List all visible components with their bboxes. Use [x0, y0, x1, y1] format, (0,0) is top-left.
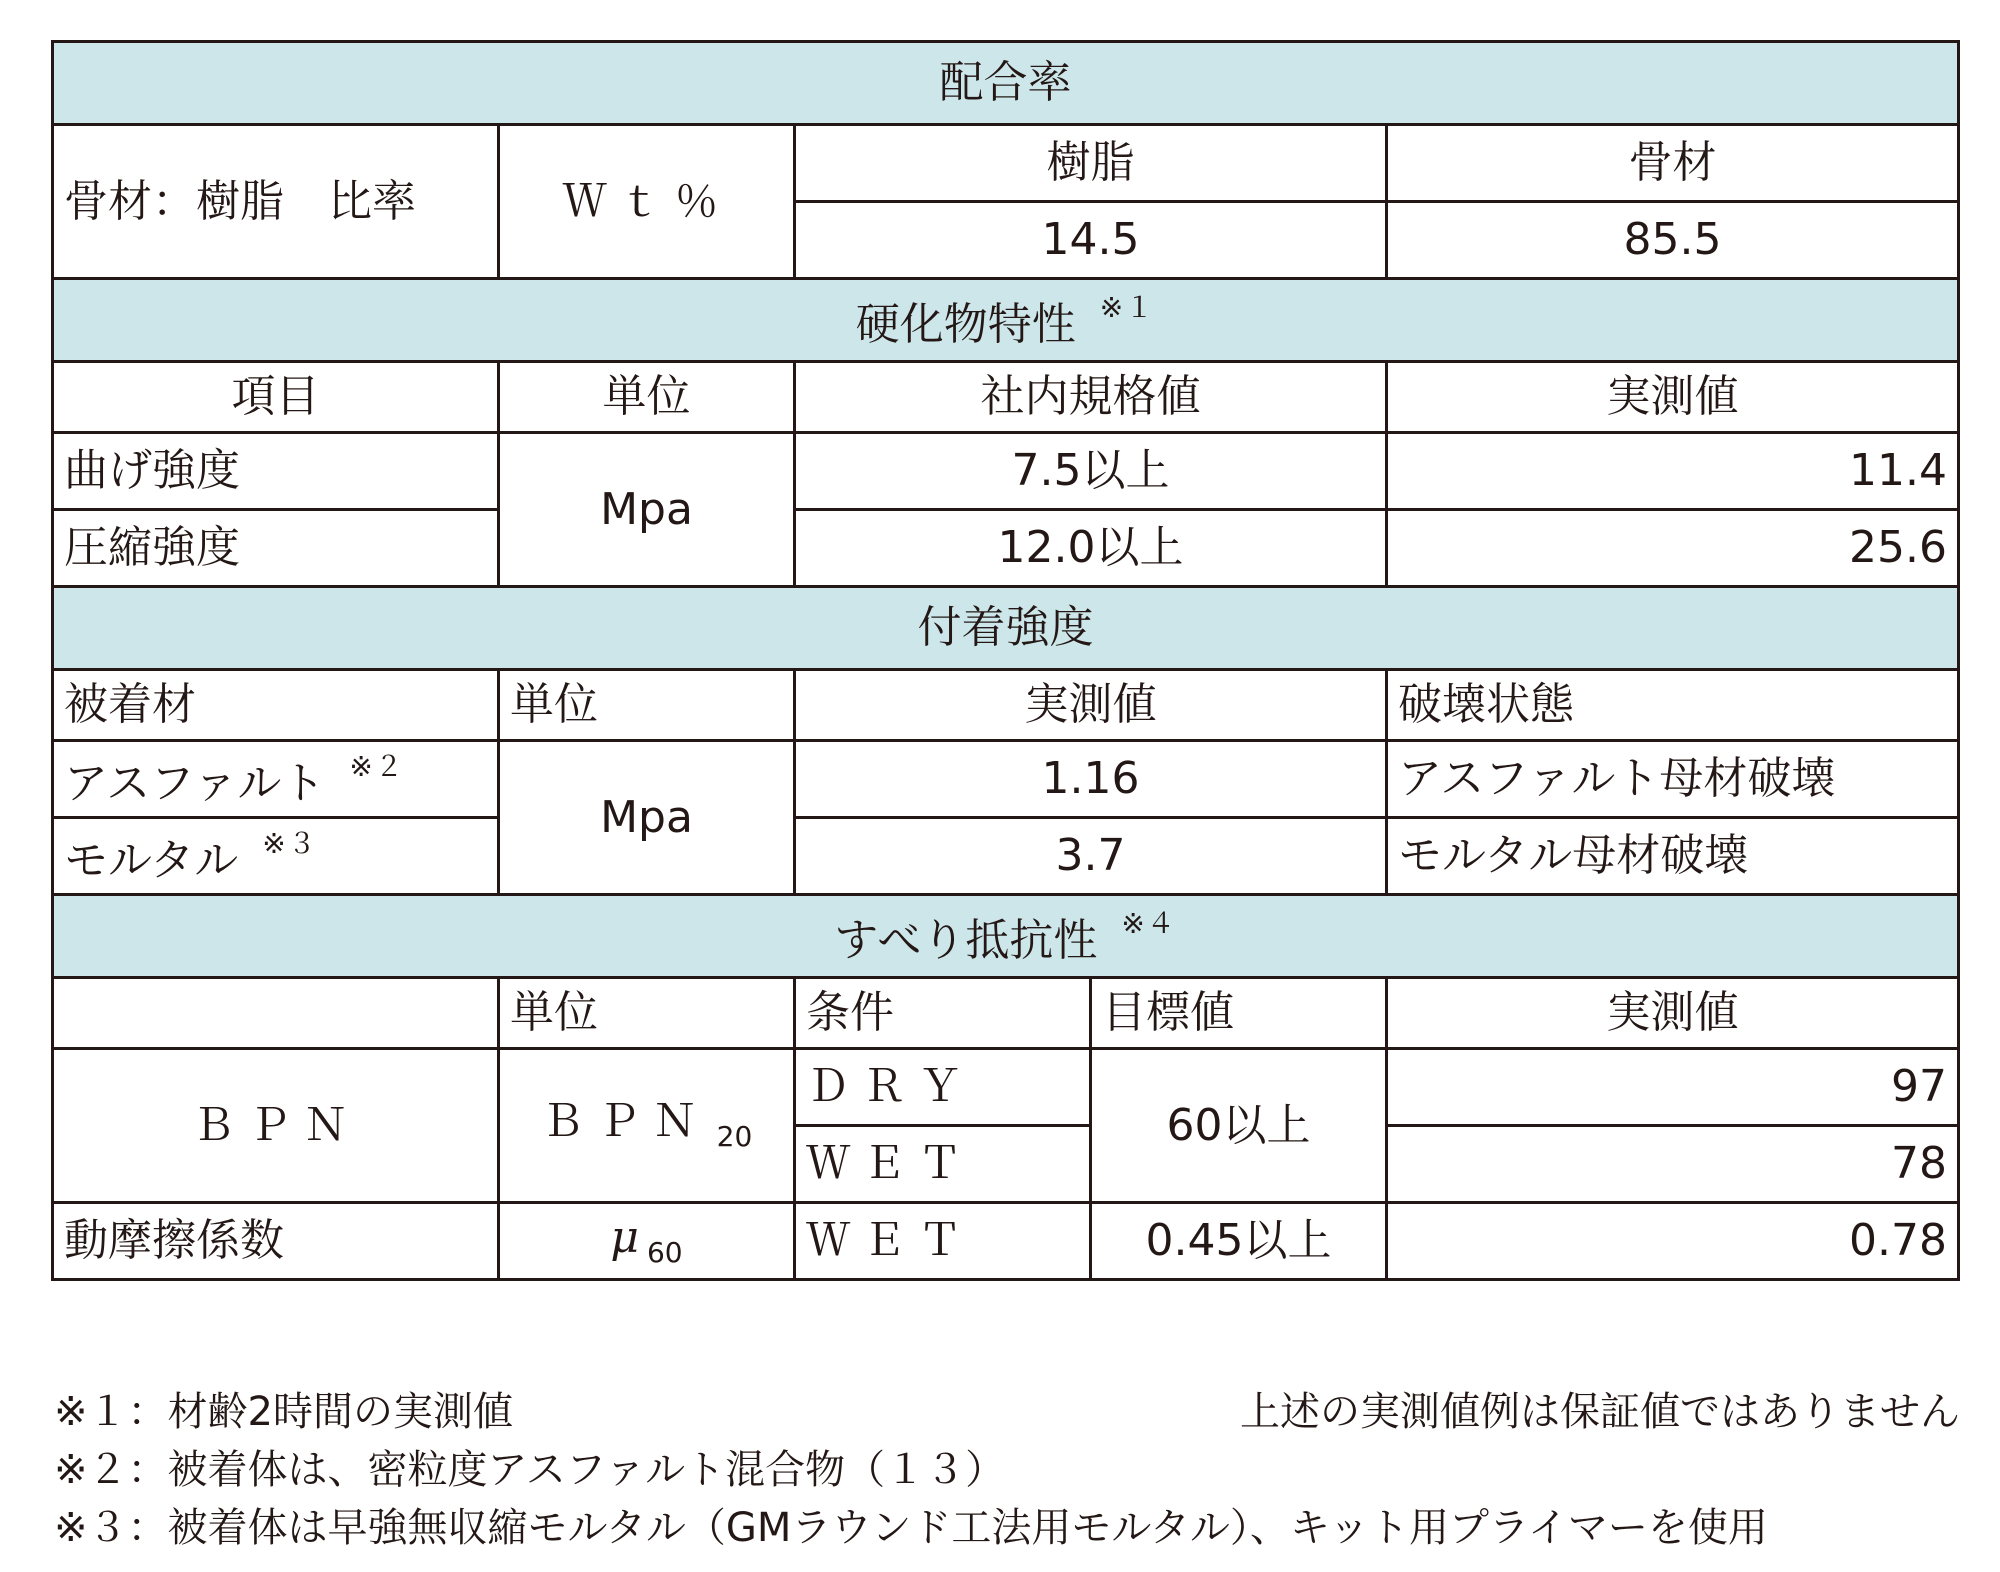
slip-resistance-title-text: すべり抵抗性	[834, 914, 1098, 966]
table-row	[53, 1203, 1959, 1280]
note-marker-4: ※４	[1121, 906, 1177, 940]
header-slip-measured: 実測値	[1387, 978, 1959, 1049]
friction-label: 動摩擦係数	[53, 1203, 499, 1280]
resin-value: 14.5	[795, 202, 1387, 279]
footnote-3: ※３：被着体は早強無収縮モルタル（GMラウンド工法用モルタル）、キット用プライマーを使用	[54, 1505, 1768, 1551]
resin-header: 樹脂	[795, 125, 1387, 202]
footnote-2: ※２：被着体は、密粒度アスファルト混合物（１３）	[54, 1447, 1006, 1493]
flexural-strength-measured: 11.4	[1387, 433, 1959, 510]
mortar-measured: 3.7	[795, 818, 1387, 895]
aggregate-header: 骨材	[1387, 125, 1959, 202]
flexural-strength-label: 曲げ強度	[53, 433, 499, 510]
header-slip-blank	[53, 978, 499, 1049]
header-condition: 条件	[795, 978, 1091, 1049]
mortar-failure: モルタル母材破壊	[1387, 818, 1959, 895]
asphalt-failure: アスファルト母材破壊	[1387, 741, 1959, 818]
table-row	[53, 818, 1959, 895]
cured-properties-title-text: 硬化物特性	[855, 298, 1076, 350]
asphalt-label	[53, 741, 499, 818]
header-target: 目標値	[1091, 978, 1387, 1049]
friction-unit-symbol: μ	[610, 1211, 639, 1263]
mix-ratio-title: 配合率	[53, 42, 1959, 125]
dry-condition: ＤＲＹ	[795, 1049, 1091, 1126]
header-item: 項目	[53, 362, 499, 433]
mortar-label-text: モルタル	[64, 834, 239, 886]
friction-condition: ＷＥＴ	[795, 1203, 1091, 1280]
adhesion-unit: Mpa	[499, 741, 795, 895]
slip-resistance-title	[53, 895, 1959, 978]
header-unit: 単位	[499, 362, 795, 433]
friction-unit-subscript: 60	[646, 1235, 683, 1269]
friction-unit	[499, 1203, 795, 1280]
header-adhesion-measured: 実測値	[795, 670, 1387, 741]
header-adhesion-unit: 単位	[499, 670, 795, 741]
wet-condition: ＷＥＴ	[795, 1126, 1091, 1203]
adhesion-title: 付着強度	[53, 587, 1959, 670]
compressive-strength-standard: 12.0以上	[795, 510, 1387, 587]
friction-measured: 0.78	[1387, 1203, 1959, 1280]
note-marker-2: ※２	[349, 749, 405, 783]
disclaimer: 上述の実測値例は保証値ではありません	[1240, 1389, 1960, 1435]
bpn-label: ＢＰＮ	[53, 1049, 499, 1203]
asphalt-measured: 1.16	[795, 741, 1387, 818]
cured-unit: Mpa	[499, 433, 795, 587]
compressive-strength-measured: 25.6	[1387, 510, 1959, 587]
note-marker-1: ※１	[1099, 290, 1156, 324]
wet-measured: 78	[1387, 1126, 1959, 1203]
bpn-unit	[499, 1049, 795, 1203]
header-measured: 実測値	[1387, 362, 1959, 433]
spec-table	[51, 40, 1960, 1281]
bpn-target: 60以上	[1091, 1049, 1387, 1203]
header-failure: 破壊状態	[1387, 670, 1959, 741]
bpn-unit-text: ＢＰＮ	[540, 1096, 709, 1147]
footnote-1: ※１：材齢2時間の実測値	[54, 1389, 513, 1435]
flexural-strength-standard: 7.5以上	[795, 433, 1387, 510]
bpn-unit-subscript: 20	[716, 1120, 753, 1153]
compressive-strength-label: 圧縮強度	[53, 510, 499, 587]
mix-ratio-label: 骨材：樹脂 比率	[53, 125, 499, 279]
mix-ratio-unit: Ｗｔ％	[499, 125, 795, 279]
friction-target: 0.45以上	[1091, 1203, 1387, 1280]
dry-measured: 97	[1387, 1049, 1959, 1126]
header-substrate: 被着材	[53, 670, 499, 741]
header-standard: 社内規格値	[795, 362, 1387, 433]
cured-properties-title	[53, 279, 1959, 362]
mortar-label	[53, 818, 499, 895]
table-row	[53, 1049, 1959, 1126]
table-row	[53, 741, 1959, 818]
table-row	[53, 510, 1959, 587]
note-marker-3: ※３	[262, 826, 318, 860]
header-slip-unit: 単位	[499, 978, 795, 1049]
table-row	[53, 433, 1959, 510]
aggregate-value: 85.5	[1387, 202, 1959, 279]
asphalt-label-text: アスファルト	[64, 757, 326, 809]
